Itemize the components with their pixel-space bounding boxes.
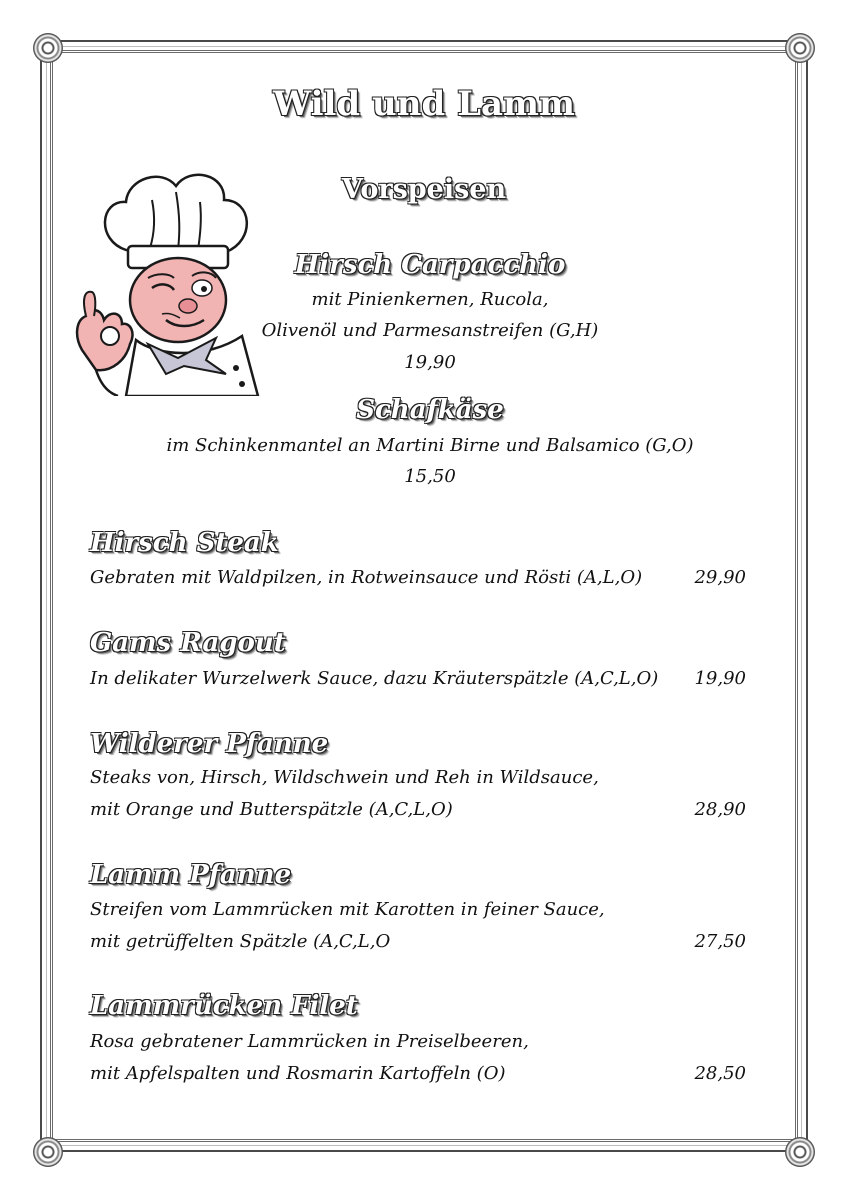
dish-description: Rosa gebratener Lammrücken in Preiselbeeren, (90, 1031, 529, 1052)
starter-description: mit Pinienkernen, Rucola, (311, 289, 549, 310)
dish-name: Wilderer Pfanne (90, 729, 329, 759)
dish-name: Gams Ragout (90, 628, 286, 658)
starter-description: im Schinkenmantel an Martini Birne und Balsamico (G,O) (166, 435, 694, 456)
corner-ornament-icon (785, 33, 815, 63)
dish-price: 28,50 (694, 1063, 746, 1084)
dish-description: mit getrüffelten Spätzle (A,C,L,O (90, 931, 391, 952)
starter-price: 19,90 (404, 352, 456, 373)
corner-ornament-icon (785, 1137, 815, 1167)
dish-description: mit Apfelspalten und Rosmarin Kartoffeln (O) (90, 1063, 506, 1084)
dish-price: 28,90 (694, 799, 746, 820)
dish-price: 19,90 (694, 668, 746, 689)
dish-price: 29,90 (694, 567, 746, 588)
dish-name: Lammrücken Filet (90, 991, 358, 1021)
section-title: Vorspeisen (341, 174, 507, 205)
page-title: Wild und Lamm (273, 84, 575, 124)
dish-description: Gebraten mit Waldpilzen, in Rotweinsauce und Rösti (A,L,O) (90, 567, 643, 588)
dish-description: mit Orange und Butterspätzle (A,C,L,O) (90, 799, 453, 820)
corner-ornament-icon (33, 33, 63, 63)
starter-description: Olivenöl und Parmesanstreifen (G,H) (261, 320, 599, 341)
corner-ornament-icon (33, 1137, 63, 1167)
dish-name: Hirsch Steak (90, 528, 279, 558)
starter-name: Hirsch Carpacchio (294, 250, 566, 280)
starter-price: 15,50 (404, 466, 456, 487)
dish-description: In delikater Wurzelwerk Sauce, dazu Kräuterspätzle (A,C,L,O) (90, 668, 659, 689)
dish-description: Steaks von, Hirsch, Wildschwein und Reh in Wildsauce, (90, 767, 599, 788)
dish-name: Lamm Pfanne (90, 860, 292, 890)
starter-name: Schafkäse (356, 395, 504, 425)
dish-description: Streifen vom Lammrücken mit Karotten in feiner Sauce, (90, 899, 605, 920)
dish-price: 27,50 (694, 931, 746, 952)
